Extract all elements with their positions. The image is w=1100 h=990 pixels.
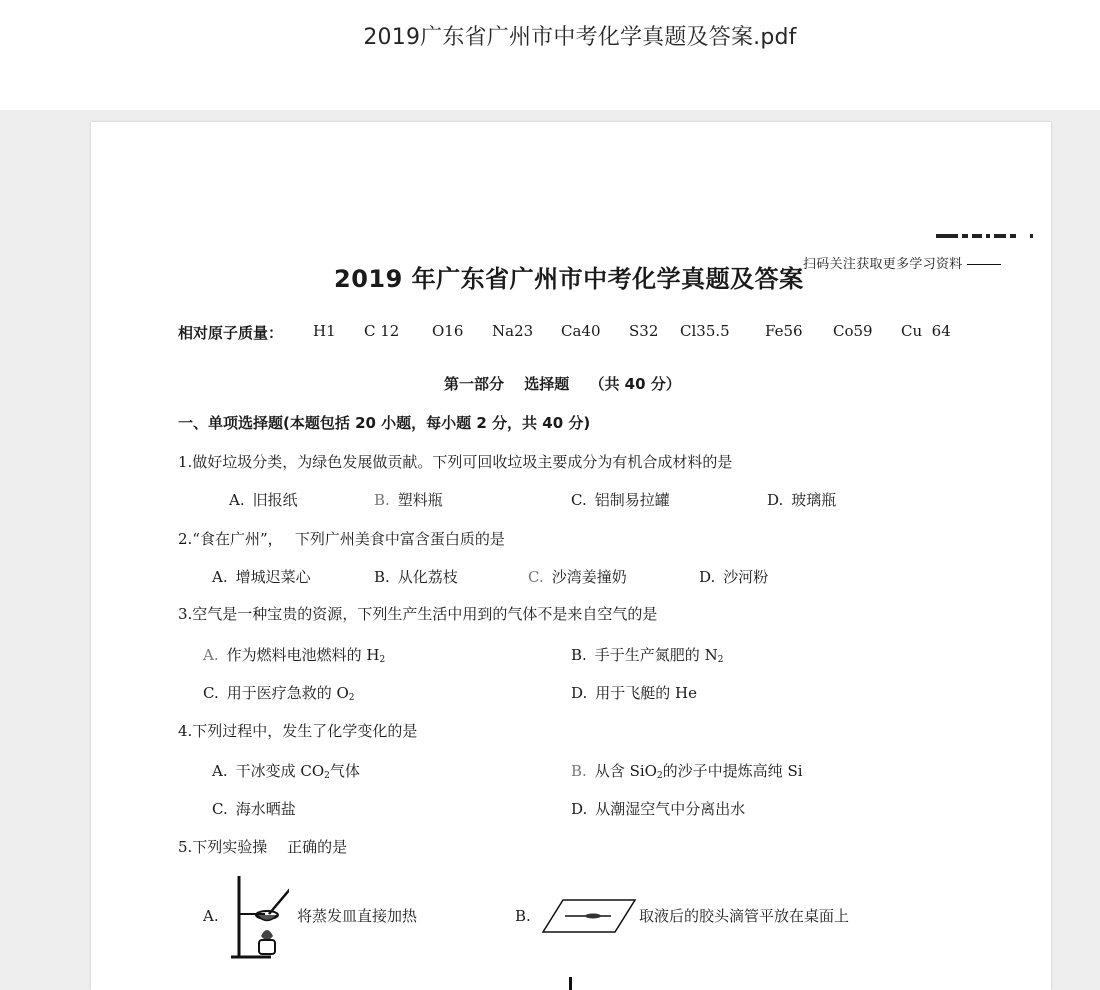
option-text-tail: 气体: [329, 762, 360, 780]
question-2-option-d: [699, 566, 768, 587]
qr-note-text: 扫码关注获取更多学习资料: [803, 257, 963, 272]
atomic-mass-item: Na23: [492, 322, 534, 340]
option-text: 从潮湿空气中分离出水: [595, 800, 746, 818]
qr-note: [803, 253, 1001, 272]
option-letter: B.: [571, 646, 587, 664]
dash-line: [967, 264, 1001, 265]
option-text: 手于生产氮肥的 N: [594, 646, 718, 664]
atomic-mass-item: Fe56: [765, 322, 803, 340]
subscript: 2: [717, 655, 724, 665]
question-4-option-d: [571, 798, 745, 819]
question-1-option-c: [571, 489, 670, 510]
atomic-mass-item: S32: [629, 322, 659, 340]
option-text: 沙河粉: [723, 568, 769, 586]
question-5-stem: 5.下列实验操 正确的是: [178, 838, 348, 856]
next-figure-edge: [569, 977, 572, 990]
option-text: 用于医疗急救的 O: [226, 684, 349, 702]
option-letter: C.: [203, 684, 219, 702]
section-heading: 一、单项选择题(本题包括 20 小题，每小题 2 分，共 40 分): [178, 414, 591, 432]
option-letter: D.: [571, 800, 588, 818]
option-text-tail: 的沙子中提炼高纯 Si: [662, 762, 803, 780]
question-1-stem: 1.做好垃圾分类，为绿色发展做贡献。下列可回收垃圾主要成分为有机合成材料的是: [178, 453, 733, 471]
viewer-header: [0, 0, 1100, 110]
option-letter: A.: [212, 568, 228, 586]
question-1-option-b: [374, 489, 443, 510]
question-4-option-c: [212, 798, 296, 819]
pdf-page: [91, 122, 1051, 990]
option-text: 干冰变成 CO: [235, 762, 325, 780]
question-1-option-d: [767, 489, 836, 510]
question-2-option-a: [212, 566, 311, 587]
question-2-stem: 2.“食在广州”， 下列广州美食中富含蛋白质的是: [178, 530, 505, 548]
atomic-mass-item: H1: [313, 322, 336, 340]
question-3-option-d: [571, 682, 697, 703]
option-letter: B.: [374, 568, 390, 586]
question-2-option-c: [528, 566, 627, 587]
question-3-option-c: [203, 682, 355, 703]
question-3-option-a: [203, 644, 385, 665]
document-title: 2019广东省广州市中考化学真题及答案.pdf: [363, 25, 797, 50]
option-letter: B.: [374, 491, 390, 509]
option-letter: A.: [229, 491, 245, 509]
question-5-option-b-letter: B.: [515, 907, 531, 925]
atomic-mass-item: Ca40: [561, 322, 601, 340]
option-text: 作为燃料电池燃料的 H: [226, 646, 380, 664]
option-text: 海水晒盐: [235, 800, 296, 818]
option-letter: C.: [528, 568, 544, 586]
option-text: 沙湾姜撞奶: [551, 568, 627, 586]
option-letter: D.: [699, 568, 716, 586]
option-letter: B.: [571, 762, 587, 780]
option-text: 塑料瓶: [397, 491, 443, 509]
question-1-option-a: [229, 489, 298, 510]
option-letter: A.: [212, 762, 228, 780]
option-text: 铝制易拉罐: [594, 491, 670, 509]
question-3-option-b: [571, 644, 723, 665]
option-text: 旧报纸: [252, 491, 298, 509]
atomic-mass-item: C 12: [364, 322, 400, 340]
question-5-option-b-text: 取液后的胶头滴管平放在桌面上: [639, 907, 850, 925]
question-2-option-b: [374, 566, 458, 587]
atomic-masses-row: [178, 322, 951, 343]
question-5-option-a-text: 将蒸发皿直接加热: [297, 907, 418, 925]
atomic-mass-item: O16: [432, 322, 464, 340]
option-letter: C.: [571, 491, 587, 509]
option-letter: D.: [571, 684, 588, 702]
option-letter: D.: [767, 491, 784, 509]
option-text: 用于飞艇的 He: [595, 684, 697, 702]
scan-artifact: [936, 234, 1036, 239]
iron-stand-evaporating-dish-figure: [229, 874, 289, 960]
option-letter: A.: [203, 646, 219, 664]
atomic-mass-item: Cu 64: [901, 322, 951, 340]
option-letter: C.: [212, 800, 228, 818]
dropper-on-table-figure: [541, 898, 636, 934]
question-4-option-b: [571, 760, 803, 781]
subscript: 2: [656, 771, 663, 781]
question-4-option-a: [212, 760, 360, 781]
atomic-mass-item: Co59: [833, 322, 873, 340]
part-heading: 第一部分 选择题 （共 40 分）: [444, 375, 681, 393]
subscript: 2: [348, 693, 355, 703]
atomic-masses-label: 相对原子质量：: [178, 324, 284, 342]
question-4-stem: 4.下列过程中，发生了化学变化的是: [178, 722, 418, 740]
question-3-stem: 3.空气是一种宝贵的资源，下列生产生活中用到的气体不是来自空气的是: [178, 605, 658, 623]
paper-title: 2019 年广东省广州市中考化学真题及答案: [334, 265, 804, 293]
subscript: 2: [379, 655, 386, 665]
option-text: 从含 SiO: [594, 762, 657, 780]
option-text: 玻璃瓶: [791, 491, 837, 509]
option-text: 从化荔枝: [397, 568, 458, 586]
option-text: 增城迟菜心: [235, 568, 311, 586]
atomic-mass-item: Cl35.5: [680, 322, 730, 340]
question-5-option-a-letter: A.: [203, 907, 219, 925]
subscript: 2: [324, 771, 330, 781]
